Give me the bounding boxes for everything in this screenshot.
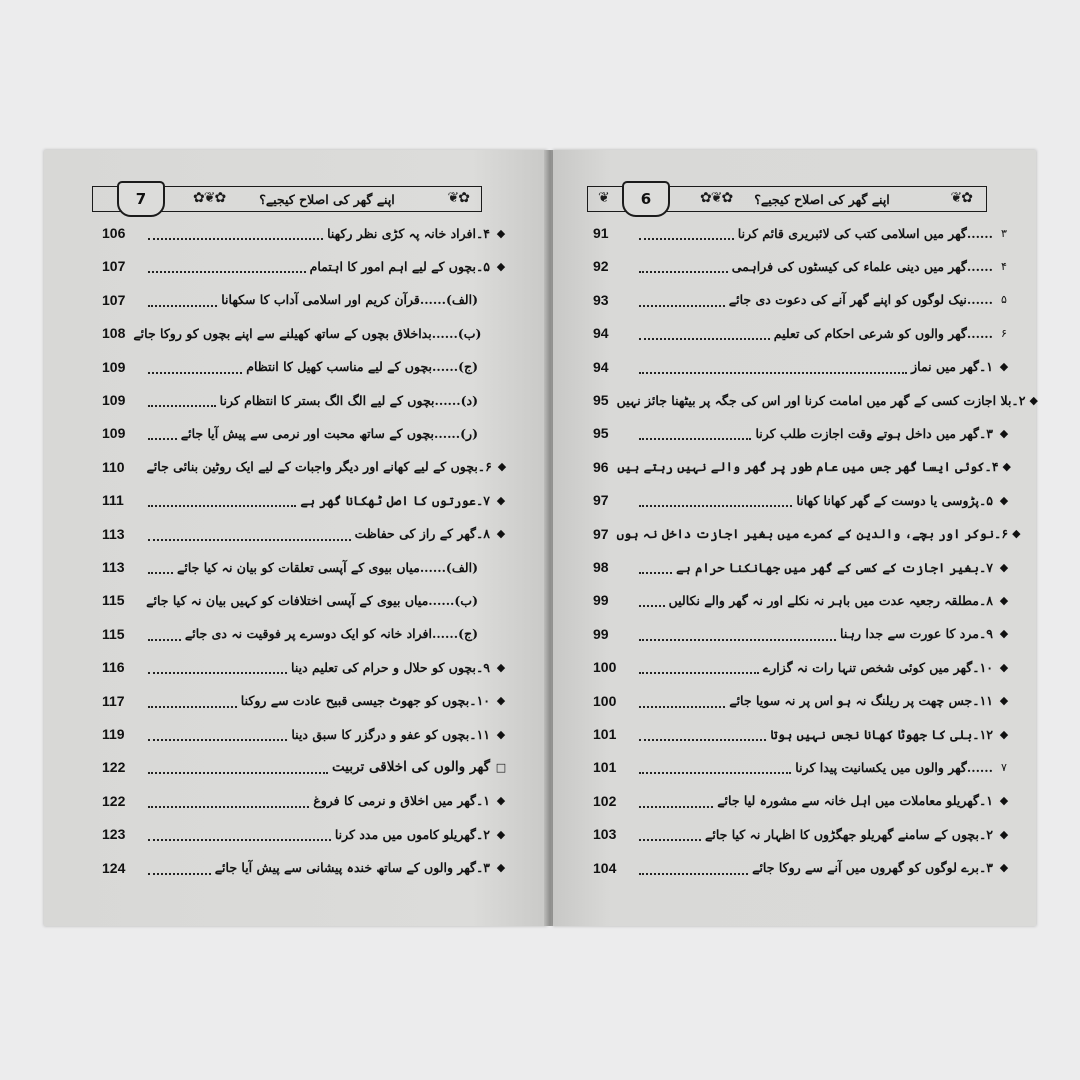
- toc-entry-title: ......گھر میں اسلامی کتب کی لائبریری قائم کرنا: [737, 225, 993, 241]
- toc-entry-title: ۱۔گھر میں نماز: [911, 359, 993, 375]
- diamond-bullet-icon: ◆: [1012, 527, 1021, 541]
- diamond-bullet-icon: ◆: [999, 827, 1009, 841]
- diamond-bullet-icon: ◆: [999, 794, 1009, 808]
- toc-page-number: 123: [102, 826, 126, 843]
- toc-entry: [102, 418, 508, 448]
- toc-page-number: 94: [593, 325, 609, 342]
- toc-page-number: 116: [102, 659, 125, 676]
- toc-entry-title: (ب)......بداخلاق بچوں کے ساتھ کھیلنے سے اپنے بچوں کو روکا جائے: [133, 325, 482, 341]
- toc-entry: [102, 619, 508, 649]
- toc-page-number: 106: [102, 225, 126, 241]
- right-page-header: [587, 186, 987, 212]
- toc-page-number: 98: [593, 559, 609, 575]
- dot-leader: [639, 660, 759, 674]
- toc-entry: [593, 385, 1038, 415]
- section-number: ۶: [1001, 326, 1007, 340]
- toc-page-number: 115: [102, 625, 125, 642]
- toc-entry: [593, 485, 1011, 515]
- dot-leader: [639, 794, 713, 808]
- toc-entry: [102, 519, 508, 549]
- toc-entry: [593, 786, 1011, 816]
- diamond-bullet-icon: ◆: [496, 527, 506, 541]
- toc-page-number: 99: [593, 625, 609, 642]
- diamond-bullet-icon: ◆: [496, 727, 506, 741]
- dot-leader: [639, 694, 725, 708]
- toc-page-number: 110: [102, 458, 125, 475]
- toc-page-number: 108: [102, 325, 126, 342]
- ornament-icon: ❦✿: [950, 190, 972, 206]
- toc-entry: [102, 652, 508, 682]
- diamond-bullet-icon: ◆: [999, 861, 1009, 875]
- dot-leader: [639, 627, 836, 641]
- dot-leader: [148, 760, 328, 774]
- dot-leader: [639, 493, 792, 507]
- dot-leader: [639, 827, 701, 841]
- toc-entry-title: (ر)......بچوں کے ساتھ محبت اور نرمی سے پیش آیا جائے: [180, 425, 478, 441]
- diamond-bullet-icon: ◆: [999, 593, 1009, 607]
- toc-entry-title: ۵۔بچوں کے لیے اہم امور کا اہتمام: [309, 258, 490, 274]
- dot-leader: [148, 794, 309, 808]
- toc-entry: [102, 385, 508, 415]
- toc-entry: [593, 585, 1011, 615]
- section-number: ۴: [1001, 259, 1007, 273]
- toc-page-number: 115: [102, 592, 125, 609]
- toc-entry: [102, 686, 508, 716]
- square-bullet-icon: □: [495, 760, 507, 774]
- toc-entry: [593, 519, 1021, 549]
- toc-entry-title: گھر والوں کی اخلاقی تربیت: [332, 759, 490, 776]
- toc-entry: [593, 251, 1011, 281]
- diamond-bullet-icon: ◆: [999, 694, 1009, 708]
- dot-leader: [148, 293, 217, 307]
- toc-entry: [593, 285, 1011, 315]
- dot-leader: [148, 660, 287, 674]
- toc-entry: [102, 719, 508, 749]
- diamond-bullet-icon: ◆: [496, 861, 506, 875]
- toc-page-number: 100: [593, 659, 617, 676]
- toc-entry-title: ۶۔بچوں کے لیے کھانے اور دیگر واجبات کے لیے ایک روٹین بنائی جائے: [146, 459, 492, 475]
- dot-leader: [639, 727, 766, 741]
- toc-entry: [102, 552, 508, 582]
- toc-entry-title: ۴۔افراد خانہ پہ کڑی نظر رکھنا: [327, 225, 490, 241]
- toc-entry-title: ۳۔گھر والوں کے ساتھ خندہ پیشانی سے پیش آیا جائے: [214, 860, 490, 876]
- open-book: [44, 150, 1036, 926]
- left-page: [44, 150, 547, 926]
- ornament-icon: ❦: [598, 190, 609, 206]
- toc-entry-title: (ج)......افراد خانہ کو ایک دوسرے پر فوقیت نہ دی جائے: [184, 626, 478, 642]
- dot-leader: [639, 326, 770, 340]
- dot-leader: [148, 493, 296, 507]
- toc-entry-title: (ب)......میاں بیوی کے آپسی اختلافات کو کہیں بیان نہ کیا جائے: [146, 592, 478, 608]
- toc-entry-title: ۱۔گھر میں اخلاق و نرمی کا فروغ: [313, 793, 490, 809]
- toc-entry: [102, 452, 508, 482]
- toc-entry: [102, 352, 508, 382]
- toc-entry: [593, 853, 1011, 883]
- dot-leader: [639, 360, 907, 374]
- toc-entry-title: ۲۔بچوں کے سامنے گھریلو جھگڑوں کا اظہار نہ کیا جائے: [705, 826, 993, 842]
- toc-entry: [593, 819, 1011, 849]
- toc-entry: [102, 318, 508, 348]
- toc-page-number: 101: [593, 759, 617, 776]
- toc-page-number: 97: [593, 525, 609, 542]
- toc-entry-title: ......گھر والوں کو شرعی احکام کی تعلیم: [773, 325, 993, 341]
- toc-entry: [102, 819, 508, 849]
- toc-page-number: 109: [102, 358, 126, 375]
- right-header-title: اپنے گھر کی اصلاح کیجیے؟: [754, 191, 890, 207]
- dot-leader: [639, 226, 734, 240]
- right-page: [553, 150, 1036, 926]
- toc-entry: [593, 752, 1011, 782]
- toc-entry-title: ۱۰۔بچوں کو جھوٹ جیسی قبیح عادت سے روکنا: [240, 693, 490, 709]
- diamond-bullet-icon: ◆: [999, 493, 1009, 507]
- toc-entry: [593, 619, 1011, 649]
- diamond-bullet-icon: ◆: [497, 460, 507, 474]
- dot-leader: [639, 760, 791, 774]
- toc-entry-title: ۸۔مطلقہ رجعیہ عدت میں باہر نہ نکلے اور نہ گھر والے نکالیں: [668, 592, 993, 608]
- toc-page-number: 109: [102, 425, 126, 442]
- toc-page-number: 109: [102, 392, 126, 408]
- diamond-bullet-icon: ◆: [999, 660, 1009, 674]
- diamond-bullet-icon: ◆: [496, 794, 506, 808]
- dot-leader: [639, 560, 672, 574]
- diamond-bullet-icon: ◆: [496, 493, 506, 507]
- toc-entry-title: ۱۲۔بلی کا جھوٹا کھانا نجس نہیں ہوتا: [770, 726, 993, 742]
- dot-leader: [148, 827, 331, 841]
- toc-entry: [593, 719, 1011, 749]
- toc-entry: [593, 552, 1011, 582]
- toc-entry-title: (الف)......میاں بیوی کے آپسی تعلقات کو بیان نہ کیا جائے: [177, 559, 478, 575]
- toc-entry: [102, 285, 508, 315]
- left-page-number: 7: [117, 181, 165, 217]
- dot-leader: [639, 293, 725, 307]
- toc-page-number: 102: [593, 792, 617, 809]
- left-header-title: اپنے گھر کی اصلاح کیجیے؟: [259, 191, 395, 207]
- toc-entry-title: ۱۔گھریلو معاملات میں اہل خانہ سے مشورہ لیا جائے: [717, 793, 993, 809]
- toc-entry: [102, 853, 508, 883]
- toc-page-number: 107: [102, 291, 126, 308]
- diamond-bullet-icon: ◆: [496, 226, 506, 240]
- toc-entry-title: ۲۔بلا اجازت کسی کے گھر میں امامت کرنا اور اس کی جگہ پر بیٹھنا جائز نہیں: [616, 392, 1026, 408]
- toc-page-number: 95: [593, 425, 609, 442]
- toc-entry: [102, 218, 508, 248]
- section-number: ۷: [1001, 760, 1007, 774]
- toc-entry-title: ۳۔برے لوگوں کو گھروں میں آنے سے روکا جائے: [752, 860, 993, 876]
- left-page-header: [92, 186, 482, 212]
- toc-entry: [593, 352, 1011, 382]
- toc-entry-title: ۴۔کوئی ایسا گھر جس میں عام طور پر گھر والے نہیں رہتے ہیں: [617, 459, 999, 475]
- diamond-bullet-icon: ◆: [1029, 393, 1038, 407]
- toc-entry: [593, 686, 1011, 716]
- toc-page-number: 122: [102, 792, 126, 809]
- dot-leader: [148, 226, 323, 240]
- toc-entry-title: (الف)......قرآن کریم اور اسلامی آداب کا سکھانا: [221, 292, 478, 308]
- dot-leader: [639, 259, 728, 273]
- toc-page-number: 113: [102, 525, 125, 542]
- dot-leader: [148, 560, 173, 574]
- dot-leader: [148, 861, 211, 875]
- diamond-bullet-icon: ◆: [999, 560, 1009, 574]
- dot-leader: [639, 861, 748, 875]
- diamond-bullet-icon: ◆: [496, 259, 506, 273]
- diamond-bullet-icon: ◆: [999, 426, 1009, 440]
- toc-entry: [593, 318, 1011, 348]
- toc-page-number: 96: [593, 458, 609, 475]
- toc-entry: [102, 485, 508, 515]
- toc-entry-title: ۲۔گھریلو کاموں میں مدد کرنا: [334, 826, 490, 842]
- toc-entry-title: ۹۔بچوں کو حلال و حرام کی تعلیم دینا: [291, 659, 490, 675]
- toc-entry-title: ۳۔گھر میں داخل ہوتے وقت اجازت طلب کرنا: [755, 425, 993, 441]
- toc-entry-title: ۵۔پڑوسی یا دوست کے گھر کھانا کھانا: [796, 492, 993, 508]
- toc-page-number: 113: [102, 559, 125, 575]
- toc-page-number: 100: [593, 692, 617, 709]
- toc-page-number: 103: [593, 826, 617, 843]
- toc-page-number: 119: [102, 726, 125, 742]
- toc-page-number: 99: [593, 592, 609, 609]
- toc-entry-title: ۶۔نوکر اور بچے، والدین کے کمرے میں بغیر اجازت داخل نہ ہوں: [616, 526, 1009, 542]
- toc-page-number: 97: [593, 492, 609, 509]
- ornament-icon: ✿❦✿: [700, 190, 733, 206]
- toc-entry-title: (ج)......بچوں کے لیے مناسب کھیل کا انتظام: [246, 359, 478, 375]
- diamond-bullet-icon: ◆: [496, 694, 506, 708]
- dot-leader: [639, 593, 665, 607]
- toc-entry-title: ۱۰۔گھر میں کوئی شخص تنہا رات نہ گزارے: [762, 659, 993, 675]
- toc-page-number: 122: [102, 759, 126, 776]
- toc-entry-title: ۱۱۔بچوں کو عفو و درگزر کا سبق دینا: [291, 726, 490, 742]
- toc-page-number: 107: [102, 258, 126, 275]
- toc-page-number: 104: [593, 859, 617, 876]
- section-number: ۳: [1001, 226, 1007, 240]
- toc-page-number: 92: [593, 258, 609, 275]
- toc-entry: [593, 218, 1011, 248]
- toc-page-number: 95: [593, 392, 609, 408]
- dot-leader: [148, 426, 177, 440]
- toc-entry-title: ۹۔مرد کا عورت سے جدا رہنا: [840, 626, 993, 642]
- toc-page-number: 101: [593, 726, 617, 742]
- diamond-bullet-icon: ◆: [999, 627, 1009, 641]
- toc-entry: [593, 652, 1011, 682]
- toc-entry-title: ۱۱۔جس چھت پر ریلنگ نہ ہو اس پر نہ سویا جائے: [729, 693, 993, 709]
- dot-leader: [148, 360, 242, 374]
- toc-page-number: 124: [102, 859, 126, 876]
- dot-leader: [148, 727, 287, 741]
- toc-entry: [102, 752, 508, 782]
- diamond-bullet-icon: ◆: [999, 727, 1009, 741]
- toc-entry: [102, 786, 508, 816]
- dot-leader: [148, 393, 216, 407]
- toc-entry: [102, 585, 508, 615]
- toc-entry: [593, 452, 1011, 482]
- toc-entry-title: ......نیک لوگوں کو اپنے گھر آنے کی دعوت دی جائے: [728, 292, 993, 308]
- ornament-icon: ❦✿: [447, 190, 469, 206]
- ornament-icon: ✿❦✿: [193, 190, 226, 206]
- dot-leader: [148, 627, 181, 641]
- toc-entry-title: ۸۔گھر کے راز کی حفاظت: [354, 526, 490, 542]
- dot-leader: [148, 259, 306, 273]
- diamond-bullet-icon: ◆: [1002, 460, 1011, 474]
- toc-page-number: 94: [593, 358, 609, 375]
- dot-leader: [639, 426, 751, 440]
- toc-page-number: 111: [102, 492, 124, 509]
- section-number: ۵: [1001, 293, 1007, 307]
- diamond-bullet-icon: ◆: [496, 660, 506, 674]
- toc-entry-title: ......گھر والوں میں یکسانیت پیدا کرنا: [795, 759, 993, 775]
- toc-entry: [102, 251, 508, 281]
- toc-page-number: 91: [593, 225, 609, 241]
- dot-leader: [148, 527, 351, 541]
- toc-page-number: 117: [102, 692, 125, 709]
- toc-entry-title: ۷۔بغیر اجازت کے کسی کے گھر میں جھانکنا حرام ہے: [676, 559, 993, 575]
- diamond-bullet-icon: ◆: [496, 827, 506, 841]
- diamond-bullet-icon: ◆: [999, 360, 1009, 374]
- toc-page-number: 93: [593, 291, 609, 308]
- toc-entry-title: ۷۔عورتوں کا اصل ٹھکانا گھر ہے: [300, 492, 490, 508]
- toc-entry-title: ......گھر میں دینی علماء کی کیسٹوں کی فراہمی: [731, 258, 993, 274]
- toc-entry: [593, 418, 1011, 448]
- toc-entry-title: (د)......بچوں کے لیے الگ الگ بستر کا انتظام کرنا: [219, 392, 478, 408]
- dot-leader: [148, 694, 237, 708]
- right-page-number: 6: [622, 181, 670, 217]
